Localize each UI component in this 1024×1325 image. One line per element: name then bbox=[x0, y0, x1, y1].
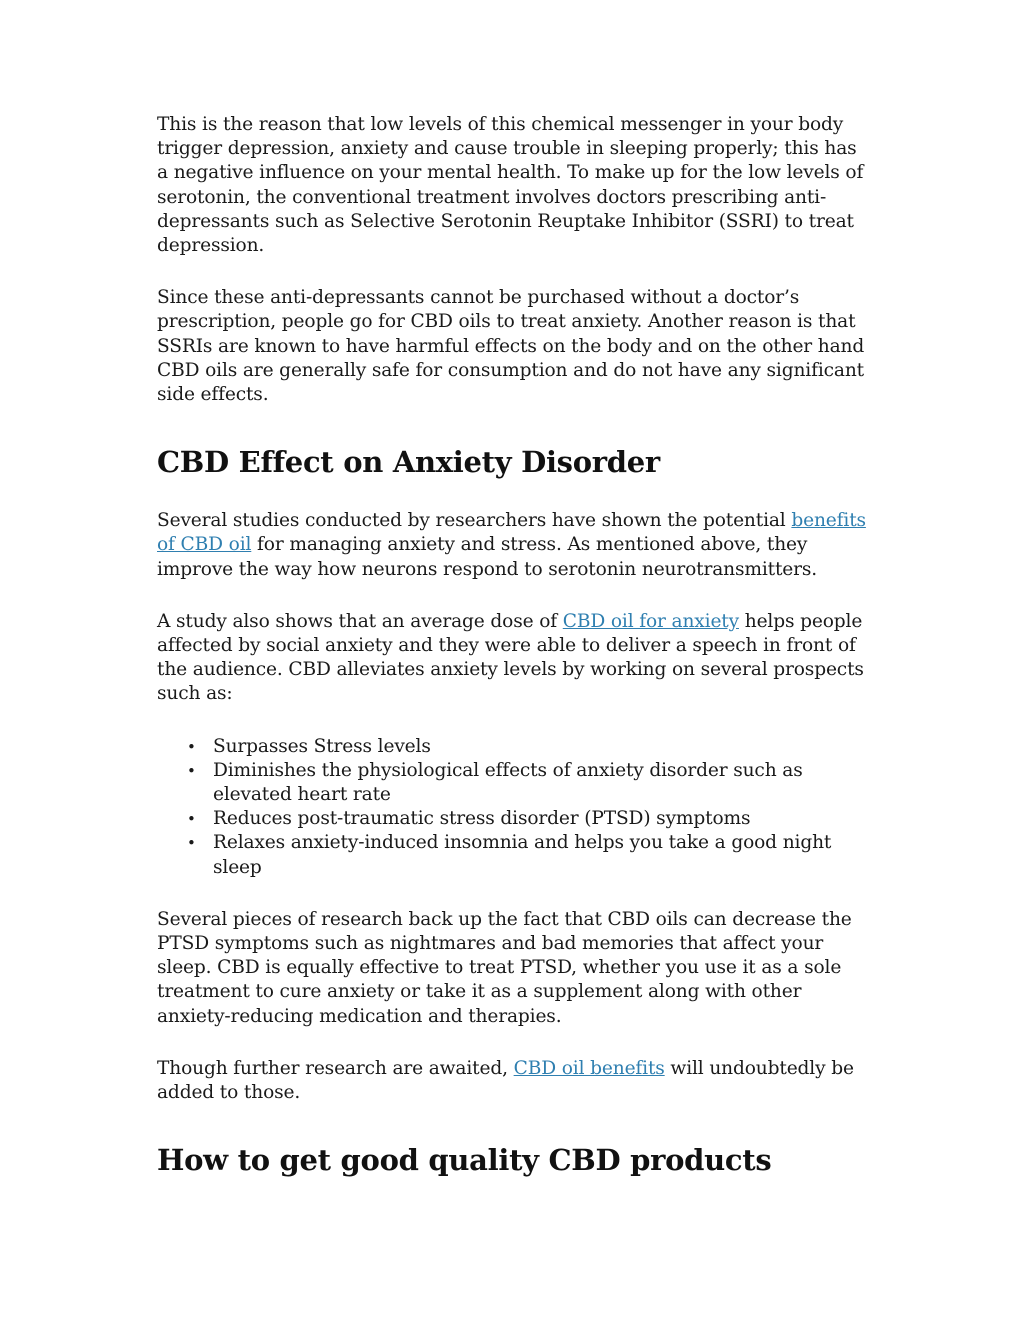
bullet-icon: • bbox=[187, 737, 196, 756]
paragraph-text: for managing anxiety and stress. As mentioned above, they improve the way how neurons respond to serotonin neurotransmitters. bbox=[157, 534, 818, 580]
document-page bbox=[157, 113, 869, 1178]
paragraph-text: Though further research are awaited, bbox=[157, 1057, 514, 1079]
list-item-text: Relaxes anxiety-induced insomnia and helps you take a good night sleep bbox=[213, 832, 832, 878]
link-cbd-oil-benefits[interactable]: CBD oil benefits bbox=[513, 1057, 665, 1079]
paragraph-text: A study also shows that an average dose of bbox=[157, 610, 563, 632]
paragraph-anti-depressants: Since these anti-depressants cannot be purchased without a doctor’s prescription, people go for CBD oils to treat anxiety. Another reason is that SSRIs are known to have harmful effects on the body and on the other hand CBD oils are generally safe for consumption and do not have any significant side effects. bbox=[157, 287, 865, 406]
list-item-text: Surpasses Stress levels bbox=[213, 735, 431, 757]
list-item bbox=[187, 735, 869, 759]
heading-cbd-effect-on-anxiety: CBD Effect on Anxiety Disorder bbox=[157, 445, 660, 480]
bullet-icon: • bbox=[187, 810, 196, 829]
link-benefits-of-cbd-oil[interactable]: benefits of CBD oil bbox=[157, 510, 866, 556]
paragraph-ptsd-research: Several pieces of research back up the fact that CBD oils can decrease the PTSD symptoms such as nightmares and bad memories that affect your sleep. CBD is equally effective to treat PTSD, whether you use it as a sole treatment to cure anxiety or take it as a supplement along with other anxiety-reducing medication and therapies. bbox=[157, 908, 852, 1027]
heading-good-quality-cbd-products: How to get good quality CBD products bbox=[157, 1143, 772, 1178]
list-item bbox=[187, 831, 869, 879]
list-item bbox=[187, 759, 869, 807]
benefits-list bbox=[157, 735, 869, 880]
paragraph-further-research bbox=[157, 1057, 869, 1105]
paragraph-text: Several studies conducted by researchers have shown the potential bbox=[157, 510, 792, 532]
list-item-text: Diminishes the physiological effects of anxiety disorder such as elevated heart rate bbox=[213, 759, 803, 806]
list-item bbox=[187, 807, 869, 831]
list-item-text: Reduces post-traumatic stress disorder (PTSD) symptoms bbox=[213, 808, 751, 830]
paragraph-studies bbox=[157, 509, 869, 582]
link-cbd-oil-for-anxiety[interactable]: CBD oil for anxiety bbox=[562, 610, 739, 632]
bullet-icon: • bbox=[187, 761, 196, 780]
bullet-icon: • bbox=[187, 834, 196, 853]
paragraph-text: helps people affected by social anxiety and they were able to deliver a speech in front of the audience. CBD alleviates anxiety levels by working on several prospects such as: bbox=[157, 610, 864, 705]
paragraph-text: will undoubtedly be added to those. bbox=[157, 1057, 854, 1104]
paragraph-study-dose bbox=[157, 610, 869, 707]
paragraph-serotonin: This is the reason that low levels of this chemical messenger in your body trigger depression, anxiety and cause trouble in sleeping properly; this has a negative influence on your mental health. To make up for the low levels of serotonin, the conventional treatment involves doctors prescribing anti-depressants such as Selective Serotonin Reuptake Inhibitor (SSRI) to treat depression. bbox=[157, 114, 864, 257]
